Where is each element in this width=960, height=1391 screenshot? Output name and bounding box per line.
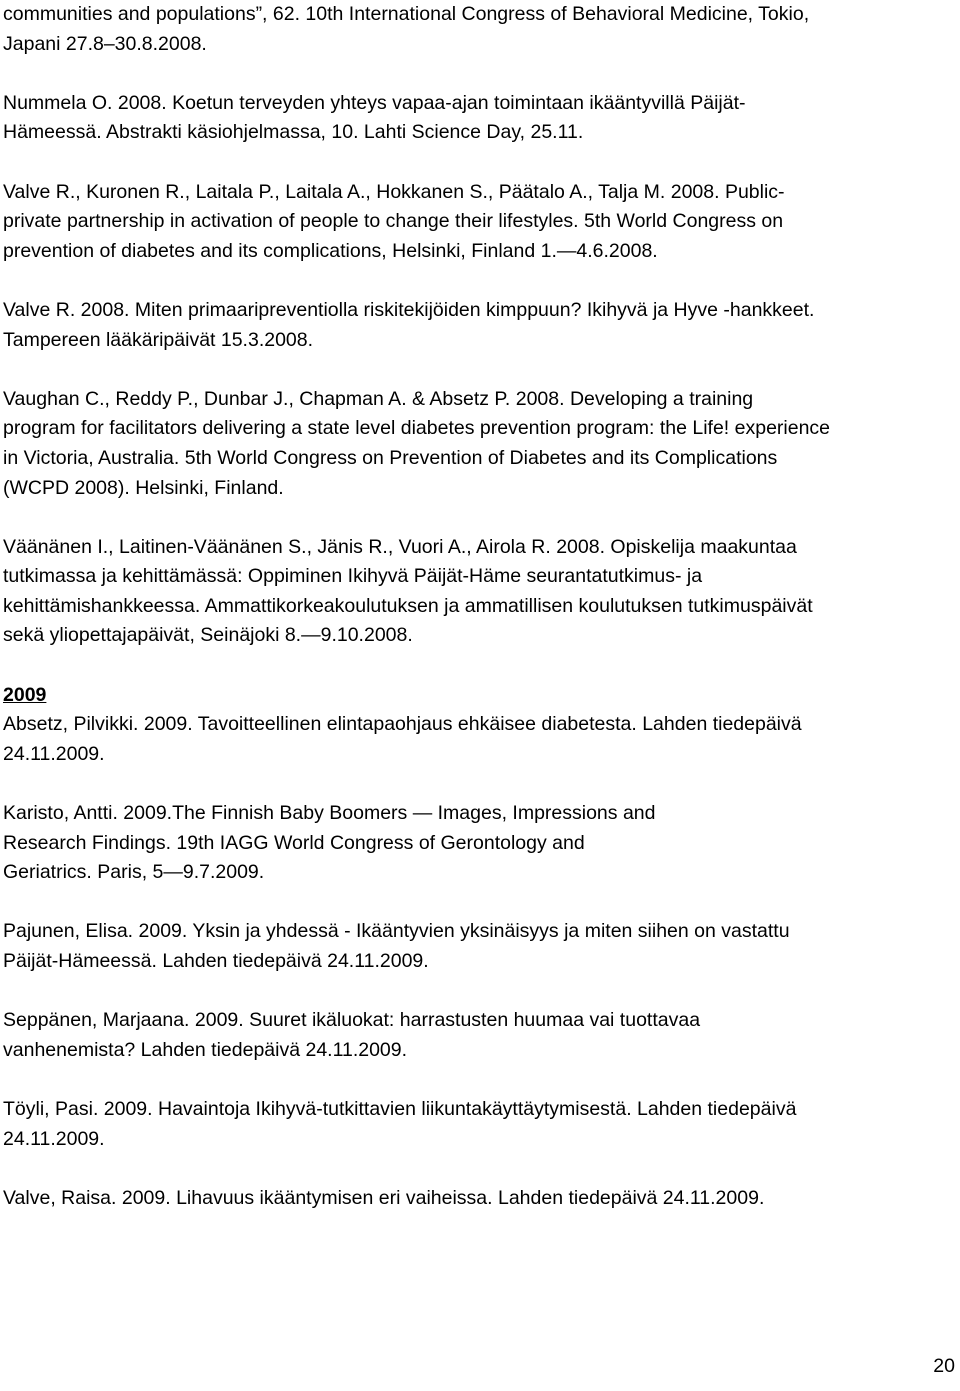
- reference-line: Tampereen lääkäripäivät 15.3.2008.: [3, 328, 314, 351]
- reference-entry: [3, 385, 953, 503]
- reference-line: sekä yliopettajapäivät, Seinäjoki 8.—9.10.2008.: [3, 624, 413, 647]
- reference-line: Geriatrics. Paris, 5—9.7.2009.: [3, 861, 265, 884]
- year-heading: 2009: [3, 683, 47, 706]
- page-number: 20: [933, 1355, 955, 1377]
- reference-line: program for facilitators delivering a state level diabetes prevention program: the Life! experience: [3, 417, 831, 440]
- reference-entry: [3, 89, 953, 148]
- reference-entry: [3, 296, 953, 355]
- document-page: [3, 0, 953, 1243]
- reference-entry: [3, 533, 953, 651]
- reference-line: prevention of diabetes and its complications, Helsinki, Finland 1.—4.6.2008.: [3, 239, 658, 262]
- reference-line: Japani 27.8–30.8.2008.: [3, 32, 207, 55]
- reference-line: (WCPD 2008). Helsinki, Finland.: [3, 476, 284, 499]
- reference-line: Valve R. 2008. Miten primaaripreventiolla riskitekijöiden kimppuun? Ikihyvä ja Hyve -hankkeet.: [3, 298, 815, 321]
- reference-line: Karisto, Antti. 2009.The Finnish Baby Boomers — Images, Impressions and: [3, 802, 656, 825]
- reference-line: tutkimassa ja kehittämässä: Oppiminen Ikihyvä Päijät-Häme seurantatutkimus- ja: [3, 565, 703, 588]
- reference-line: Hämeessä. Abstrakti käsiohjelmassa, 10. Lahti Science Day, 25.11.: [3, 121, 584, 144]
- reference-line: Päijät-Hämeessä. Lahden tiedepäivä 24.11.2009.: [3, 950, 429, 972]
- reference-line: 24.11.2009.: [3, 1127, 105, 1150]
- reference-entry: [3, 799, 953, 888]
- reference-entry: [3, 1184, 953, 1214]
- reference-line: 24.11.2009.: [3, 742, 105, 765]
- reference-line: Valve, Raisa. 2009. Lihavuus ikääntymisen eri vaiheissa. Lahden tiedepäivä 24.11.2009.: [3, 1186, 765, 1209]
- reference-entry: [3, 1095, 953, 1154]
- reference-entry: [3, 710, 953, 769]
- reference-entry: [3, 1006, 953, 1065]
- reference-entry: [3, 917, 953, 976]
- reference-line: Vaughan C., Reddy P., Dunbar J., Chapman A. & Absetz P. 2008. Developing a training: [3, 387, 754, 410]
- reference-line: kehittämishankkeessa. Ammattikorkeakoulutuksen ja ammatillisen koulutuksen tutkimuspäivät: [3, 594, 813, 617]
- reference-line: Absetz, Pilvikki. 2009. Tavoitteellinen elintapaohjaus ehkäisee diabetesta. Lahden tiedepäivä: [3, 713, 802, 736]
- reference-line: vanhenemista? Lahden tiedepäivä 24.11.2009.: [3, 1038, 408, 1061]
- reference-line: Nummela O. 2008. Koetun terveyden yhteys vapaa-ajan toimintaan ikääntyvillä Päijät-: [3, 91, 746, 114]
- reference-line: in Victoria, Australia. 5th World Congress on Prevention of Diabetes and its Complications: [3, 446, 778, 469]
- reference-line: communities and populations”, 62. 10th International Congress of Behavioral Medicine, Tokio,: [3, 3, 810, 25]
- reference-line: Väänänen I., Laitinen-Väänänen S., Jänis R., Vuori A., Airola R. 2008. Opiskelija maakuntaa: [3, 535, 797, 558]
- reference-line: Research Findings. 19th IAGG World Congress of Gerontology and: [3, 831, 585, 854]
- reference-line: private partnership in activation of people to change their lifestyles. 5th World Congress on: [3, 210, 784, 233]
- reference-line: Töyli, Pasi. 2009. Havaintoja Ikihyvä-tutkittavien liikuntakäyttäytymisestä. Lahden tiedepäivä: [3, 1097, 797, 1120]
- reference-line: Pajunen, Elisa. 2009. Yksin ja yhdessä - Ikääntyvien yksinäisyys ja miten siihen on vastattu: [3, 920, 790, 943]
- reference-entry: [3, 0, 953, 59]
- reference-line: Seppänen, Marjaana. 2009. Suuret ikäluokat: harrastusten huumaa vai tuottavaa: [3, 1009, 701, 1032]
- reference-line: Valve R., Kuronen R., Laitala P., Laitala A., Hokkanen S., Päätalo A., Talja M. 2008. Public-: [3, 180, 785, 203]
- reference-entry: [3, 178, 953, 267]
